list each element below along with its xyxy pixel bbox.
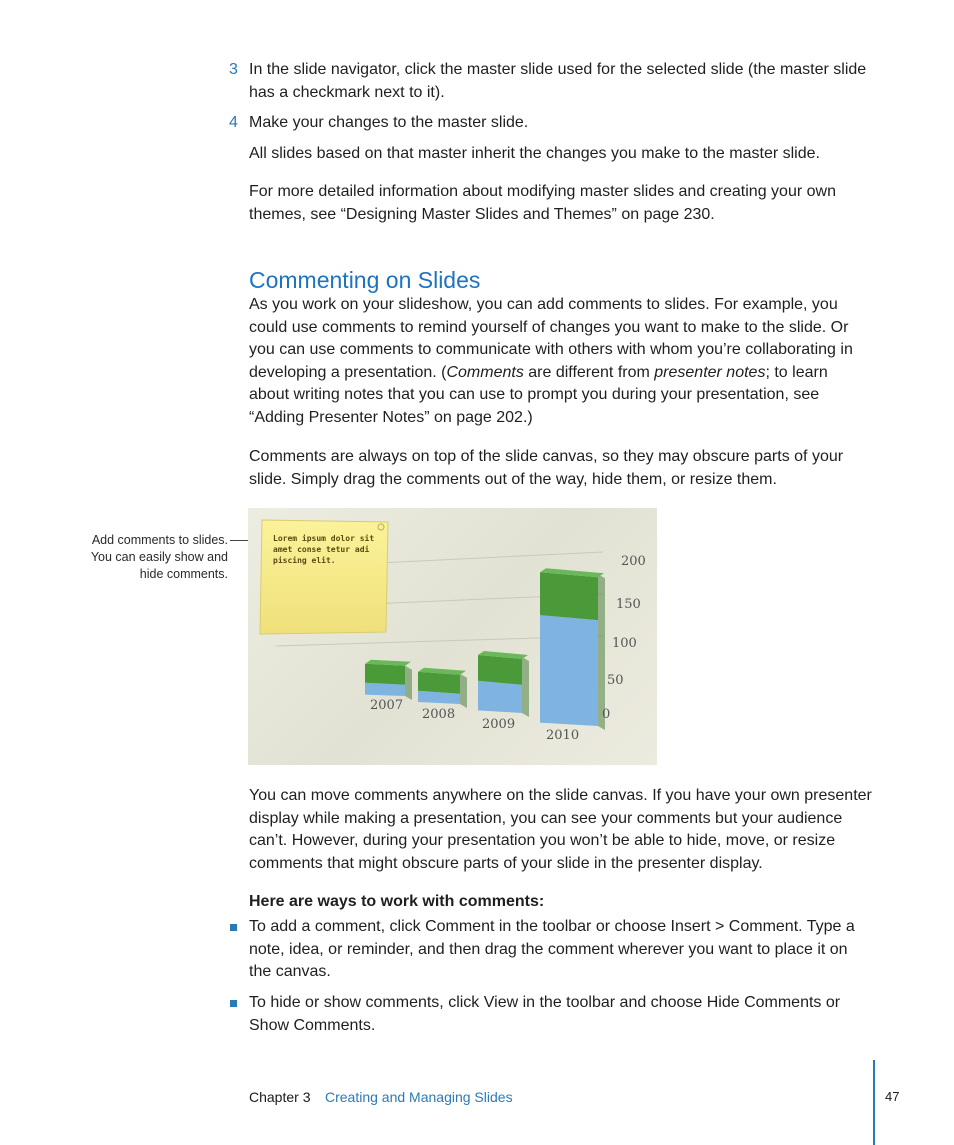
- bar-side: [405, 666, 412, 700]
- footer-chapter-title[interactable]: Creating and Managing Slides: [325, 1089, 513, 1105]
- intro-text: ; to learn about writing notes that you can use to prompt you during your presentation, see “Adding Presenter Notes” on page 202.): [249, 363, 828, 426]
- slide-chart: [248, 508, 657, 765]
- bar-side: [522, 657, 529, 717]
- section-heading: Commenting on Slides: [249, 267, 481, 293]
- bullet-icon: [230, 1000, 237, 1007]
- step-text: In the slide navigator, click the master slide used for the selected slide (the master slide has a checkmark next to it).: [249, 61, 867, 101]
- paragraph-always-on-top: Comments are always on top of the slide canvas, so they may obscure parts of your slide. Simply drag the comments out of the way, hide them, or resize them.: [249, 448, 844, 488]
- paragraph-more-info: For more detailed information about modifying master slides and creating your own themes, see “Designing Master Slides and Themes” on page 230.: [249, 183, 836, 223]
- bar-segment-top: [540, 572, 598, 620]
- y-tick-label: 200: [621, 554, 646, 569]
- y-tick-label: 100: [612, 636, 637, 651]
- paragraph-move-comments: You can move comments anywhere on the slide canvas. If you have your own presenter display while making a presentation, you can see your comments but your audience can’t. However, during your presentation you won’t be able to hide, move, or resize comments that might obscure parts of your slide in the presenter display.: [249, 787, 872, 872]
- x-tick-label: 2010: [546, 728, 580, 743]
- intro-text: are different from: [523, 363, 655, 381]
- intro-emphasis: presenter notes: [654, 363, 766, 381]
- step-number: 4: [229, 114, 238, 131]
- bar-segment-top: [365, 664, 405, 685]
- sticky-note[interactable]: [260, 520, 388, 634]
- bar-segment-top: [478, 655, 522, 685]
- page-number: 47: [885, 1089, 900, 1104]
- footer-chapter: Chapter 3: [249, 1089, 311, 1105]
- step-number: 3: [229, 61, 238, 78]
- bullet-icon: [230, 924, 237, 931]
- paragraph-intro: [249, 294, 869, 429]
- figure-caption: Add comments to slides. You can easily show and hide comments.: [90, 533, 228, 581]
- ways-heading: Here are ways to work with comments:: [249, 893, 545, 910]
- x-tick-label: 2008: [422, 707, 456, 722]
- bar-segment-bottom: [478, 681, 522, 713]
- bar-side: [460, 674, 467, 708]
- bar-segment-bottom: [540, 615, 598, 726]
- step-text: Make your changes to the master slide.: [249, 114, 529, 131]
- y-tick-label: 50: [607, 673, 624, 688]
- bullet-item: To hide or show comments, click View in the toolbar and choose Hide Comments or Show Comments.: [249, 994, 841, 1034]
- sticky-note-text: Lorem ipsum dolor sit amet conse tetur adi piscing elit.: [273, 534, 375, 565]
- x-tick-label: 2009: [482, 717, 516, 732]
- bar-segment-bottom: [365, 683, 405, 696]
- slide-figure: [248, 508, 657, 765]
- footer-rule: [873, 1060, 875, 1145]
- bullet-item: To add a comment, click Comment in the toolbar or choose Insert > Comment. Type a note, idea, or reminder, and then drag the comment wherever you want to place it on the canvas.: [249, 918, 855, 980]
- y-tick-label: 0: [602, 707, 611, 722]
- intro-emphasis: Comments: [446, 363, 524, 381]
- paragraph-inherit: All slides based on that master inherit the changes you make to the master slide.: [249, 145, 820, 162]
- x-tick-label: 2007: [370, 698, 404, 713]
- y-tick-label: 150: [616, 597, 641, 612]
- intro-text: As you work on your slideshow, you can add comments to slides. For example, you could use comments to remind yourself of changes you want to make to the slide. Or you can use comments to communicate with others with whom you’re collaborating in developing a presentation. (: [249, 296, 853, 381]
- caption-leader-line: [230, 540, 248, 541]
- chart-y-ticks: [602, 554, 646, 722]
- bar-segment-top: [418, 672, 460, 694]
